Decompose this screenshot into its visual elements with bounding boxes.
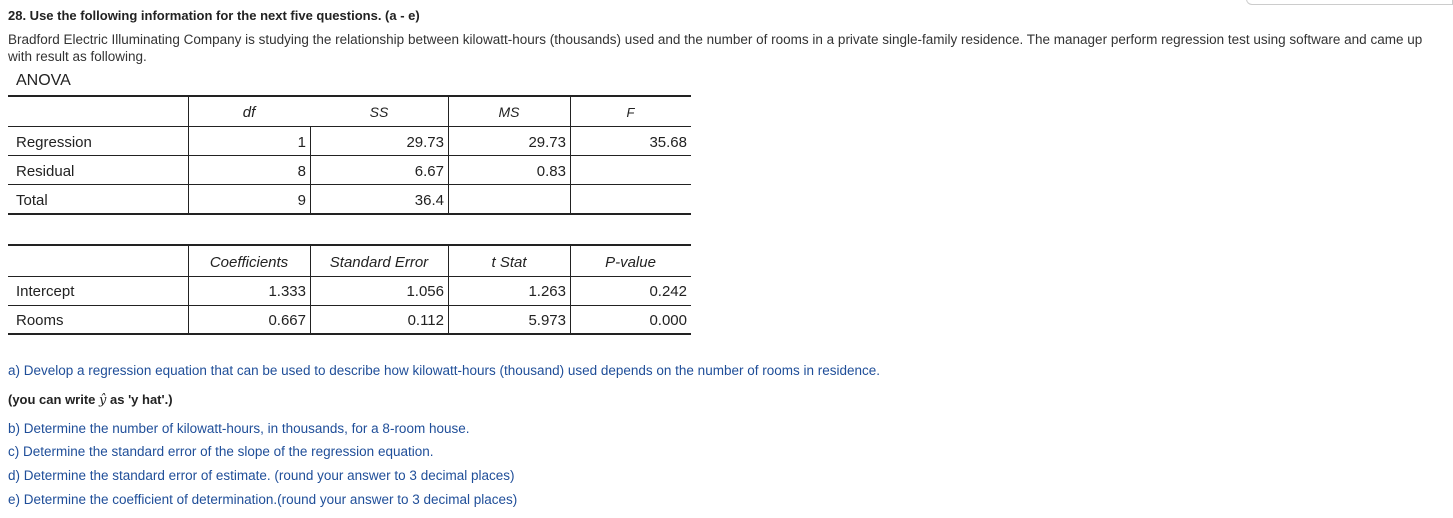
anova-regression-f: 35.68 — [649, 134, 687, 151]
coef-rooms-coefficient: 0.667 — [268, 312, 306, 329]
coef-header-standard-error: Standard Error — [329, 254, 429, 271]
y-hat-note-suffix: as 'y hat'.) — [106, 392, 173, 407]
anova-regression-df: 1 — [297, 134, 306, 151]
anova-header-ss: SS — [369, 104, 389, 120]
coef-intercept-coefficient: 1.333 — [268, 283, 306, 300]
part-c: c) Determine the standard error of the slope of the regression equation. — [8, 444, 434, 459]
y-hat-note — [8, 392, 173, 408]
anova-residual-ms: 0.83 — [536, 163, 566, 180]
anova-regression-ms: 29.73 — [528, 134, 566, 151]
coef-row-label-rooms: Rooms — [16, 312, 64, 329]
y-hat-note-prefix: (you can write — [8, 392, 100, 407]
coef-rooms-t-stat: 5.973 — [528, 312, 566, 329]
part-b: b) Determine the number of kilowatt-hours, in thousands, for a 8-room house. — [8, 421, 470, 436]
anova-residual-ss: 6.67 — [414, 163, 444, 180]
coef-header-coefficients: Coefficients — [209, 254, 289, 271]
y-hat-symbol: ŷ — [99, 393, 107, 408]
anova-total-ss: 36.4 — [414, 192, 444, 209]
anova-total-df: 9 — [297, 192, 306, 209]
coef-intercept-standard-error: 1.056 — [406, 283, 444, 300]
anova-top-rule — [8, 95, 691, 97]
coef-intercept-p-value: 0.242 — [649, 283, 687, 300]
anova-row-label-total: Total — [16, 192, 48, 209]
question-title: 28. Use the following information for the next five questions. (a - e) — [8, 8, 420, 23]
coef-row-label-intercept: Intercept — [16, 283, 75, 300]
coef-rooms-p-value: 0.000 — [649, 312, 687, 329]
part-e: e) Determine the coefficient of determination.(round your answer to 3 decimal places) — [8, 492, 518, 507]
part-d: d) Determine the standard error of estimate. (round your answer to 3 decimal places) — [8, 468, 515, 483]
corner-decoration — [1246, 0, 1453, 5]
anova-row-label-regression: Regression — [16, 134, 92, 151]
anova-regression-ss: 29.73 — [406, 134, 444, 151]
coef-rooms-standard-error: 0.112 — [407, 312, 444, 329]
question-intro: Bradford Electric Illuminating Company is studying the relationship between kilowatt-hours (thousands) used and the number of rooms in a private single-family residence. The manager perform regression test using software and came up with result as following. — [8, 32, 1423, 64]
anova-header-df: df — [242, 104, 256, 121]
coef-intercept-t-stat: 1.263 — [528, 283, 566, 300]
coef-header-t-stat: t Stat — [491, 254, 527, 271]
part-a: a) Develop a regression equation that can be used to describe how kilowatt-hours (thousand) used depends on the number of rooms in residence. — [8, 363, 881, 378]
coef-header-p-value: P-value — [605, 254, 656, 271]
anova-row-label-residual: Residual — [16, 163, 75, 180]
anova-label: ANOVA — [16, 72, 71, 89]
anova-header-f: F — [626, 105, 635, 120]
anova-header-ms: MS — [498, 104, 520, 120]
regression-output-table — [8, 70, 698, 340]
anova-residual-df: 8 — [297, 163, 306, 180]
coef-top-rule — [8, 244, 691, 246]
